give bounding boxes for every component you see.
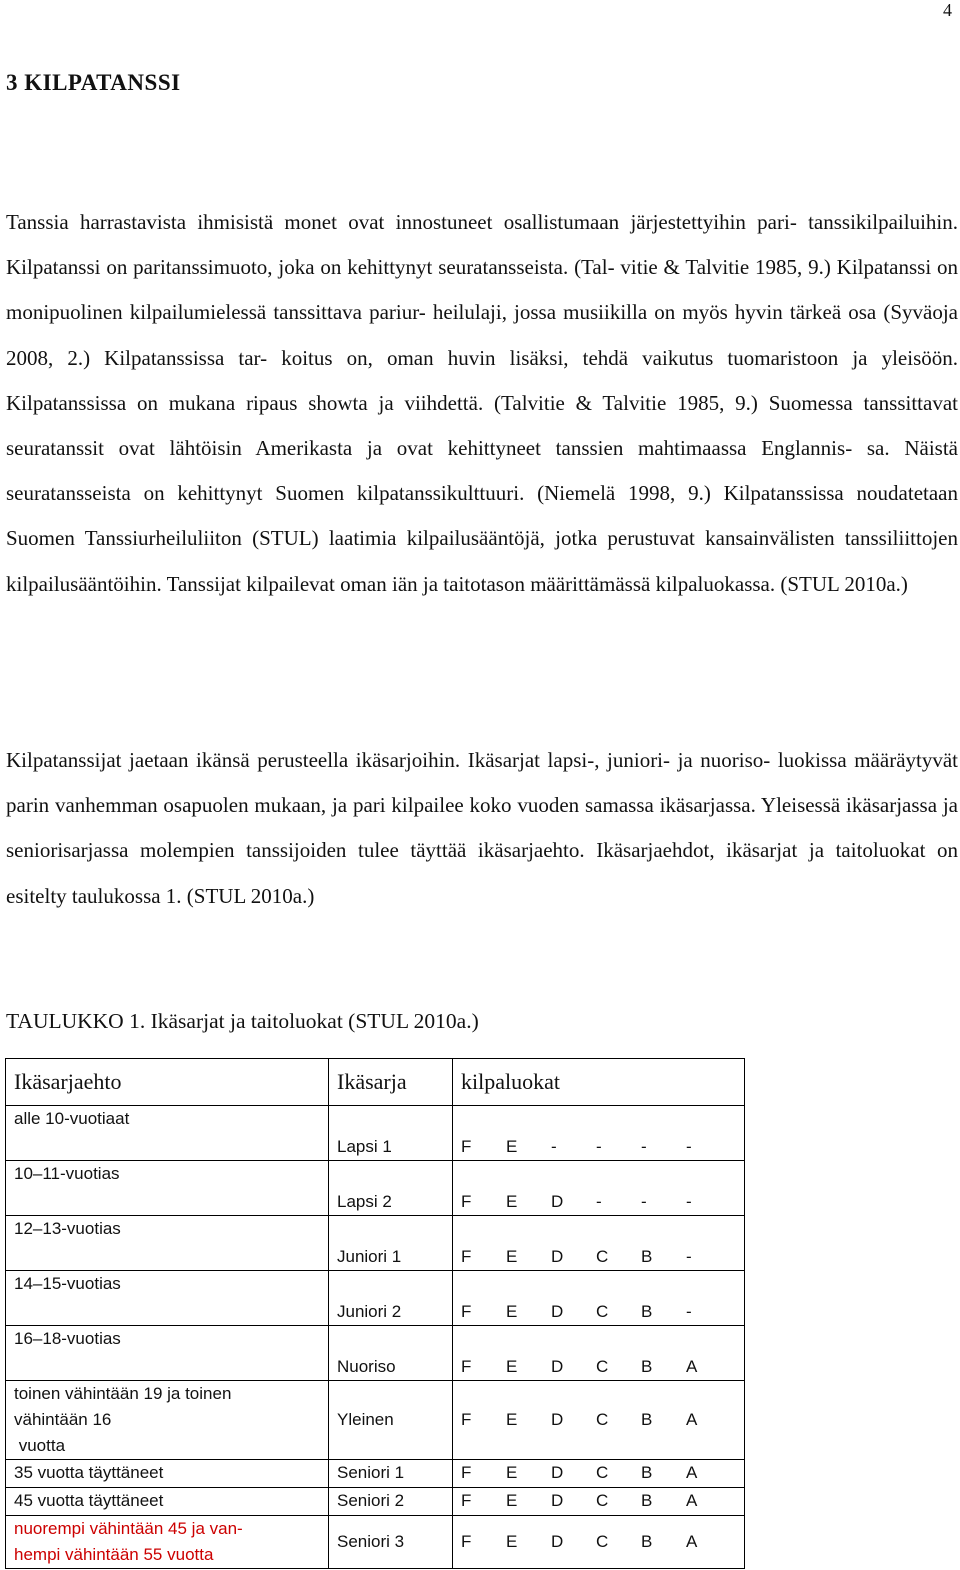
row-condition: alle 10-vuotiaat xyxy=(6,1106,329,1161)
class-cell: D xyxy=(551,1410,564,1429)
row-series: Lapsi 2 xyxy=(329,1161,453,1216)
class-cell: F xyxy=(461,1532,472,1551)
table-row xyxy=(6,1460,745,1488)
class-cell: A xyxy=(686,1410,698,1429)
condition-line: hempi vähintään 55 vuotta xyxy=(14,1545,214,1564)
class-cell: B xyxy=(641,1302,653,1321)
row-condition: 45 vuotta täyttäneet xyxy=(6,1488,329,1516)
class-cell: - xyxy=(686,1137,692,1156)
class-cell: - xyxy=(551,1137,557,1156)
class-cell: E xyxy=(506,1137,518,1156)
class-cell: - xyxy=(686,1192,692,1211)
class-cell: C xyxy=(596,1463,609,1482)
class-cell: B xyxy=(641,1463,653,1482)
class-cell: B xyxy=(641,1357,653,1376)
class-cell: D xyxy=(551,1247,564,1266)
header-series: Ikäsarja xyxy=(329,1059,453,1106)
class-cell: C xyxy=(596,1302,609,1321)
class-cell: F xyxy=(461,1491,472,1510)
class-cell: D xyxy=(551,1357,564,1376)
row-classes xyxy=(453,1216,745,1271)
class-cell: F xyxy=(461,1192,472,1211)
table-row xyxy=(6,1216,745,1271)
condition-line: nuorempi vähintään 45 ja van- xyxy=(14,1519,243,1538)
condition-line: vähintään 16 xyxy=(14,1410,112,1429)
class-cell: F xyxy=(461,1247,472,1266)
class-cell: - xyxy=(641,1192,647,1211)
table-row xyxy=(6,1106,745,1161)
class-cell: A xyxy=(686,1463,698,1482)
class-cell: C xyxy=(596,1410,609,1429)
row-condition: 10–11-vuotias xyxy=(6,1161,329,1216)
condition-line: toinen vähintään 19 ja toinen xyxy=(14,1384,232,1403)
row-series: Seniori 3 xyxy=(329,1516,453,1569)
row-series: Lapsi 1 xyxy=(329,1106,453,1161)
class-cell: E xyxy=(506,1532,518,1551)
class-cell: A xyxy=(686,1491,698,1510)
table-caption: TAULUKKO 1. Ikäsarjat ja taitoluokat (STUL 2010a.) xyxy=(6,1009,479,1033)
condition-line: vuotta xyxy=(14,1436,66,1455)
header-condition: Ikäsarjaehto xyxy=(6,1059,329,1106)
row-classes xyxy=(453,1516,745,1569)
class-cell: D xyxy=(551,1192,564,1211)
row-series: Seniori 1 xyxy=(329,1460,453,1488)
class-cell: E xyxy=(506,1357,518,1376)
class-cell: E xyxy=(506,1410,518,1429)
row-condition: 35 vuotta täyttäneet xyxy=(6,1460,329,1488)
body-paragraph-1: Tanssia harrastavista ihmisistä monet ovat innostuneet osallistumaan järjestettyihin pari- tanssikilpailuihin. Kilpatanssi on paritanssimuoto, joka on kehittynyt seuratansseista. (Tal- vitie & Talvitie 1985, 9.) Kilpatanssi on monipuolinen kilpailumielessä tanssittava pariur- heilulaji, jossa musiikilla on myös hyvin tärkeä osa (Syväoja 2008, 2.) Kilpatanssissa tar- koitus on, oman huvin lisäksi, tehdä vaikutus tuomaristoon ja yleisöön. Kilpatanssissa on mukana ripaus showta ja viihdettä. (Talvitie & Talvitie 1985, 9.) Suomessa tanssittavat seuratanssit ovat lähtöisin Amerikasta ja ovat kehittyneet tanssien mahtimaassa Englannis- sa. Näistä seuratansseista on kehittynyt Suomen kilpatanssikulttuuri. (Niemelä 1998, 9.) Kilpatanssissa noudatetaan Suomen Tanssiurheiluliiton (STUL) laatimia kilpailusääntöjä, jotka perustuvat kansainvälisten tanssiliittojen kilpailusääntöihin. Tanssijat kilpailevat oman iän ja taitotason määrittämässä kilpaluokassa. (STUL 2010a.) xyxy=(6,210,958,596)
row-condition: 14–15-vuotias xyxy=(6,1271,329,1326)
row-classes xyxy=(453,1460,745,1488)
class-cell: C xyxy=(596,1247,609,1266)
row-condition: 12–13-vuotias xyxy=(6,1216,329,1271)
table-row xyxy=(6,1381,745,1460)
class-cell: E xyxy=(506,1302,518,1321)
class-cell: F xyxy=(461,1357,472,1376)
class-cell: D xyxy=(551,1491,564,1510)
class-cell: C xyxy=(596,1532,609,1551)
class-cell: D xyxy=(551,1532,564,1551)
table-row xyxy=(6,1161,745,1216)
class-cell: B xyxy=(641,1491,653,1510)
class-cell: E xyxy=(506,1491,518,1510)
class-cell: B xyxy=(641,1247,653,1266)
class-cell: B xyxy=(641,1532,653,1551)
row-classes xyxy=(453,1161,745,1216)
class-cell: - xyxy=(686,1302,692,1321)
table-row xyxy=(6,1488,745,1516)
page-number: 4 xyxy=(943,0,952,20)
row-series: Yleinen xyxy=(329,1381,453,1460)
class-cell: E xyxy=(506,1192,518,1211)
class-cell: C xyxy=(596,1357,609,1376)
row-series: Seniori 2 xyxy=(329,1488,453,1516)
class-cell: F xyxy=(461,1137,472,1156)
row-classes xyxy=(453,1326,745,1381)
row-series: Nuoriso xyxy=(329,1326,453,1381)
row-classes xyxy=(453,1271,745,1326)
row-series: Juniori 1 xyxy=(329,1216,453,1271)
row-classes xyxy=(453,1381,745,1460)
age-class-table xyxy=(5,1058,745,1569)
class-cell: F xyxy=(461,1302,472,1321)
body-paragraph-2: Kilpatanssijat jaetaan ikänsä perusteella ikäsarjoihin. Ikäsarjat lapsi-, juniori- ja nuoriso- luokissa määräytyvät parin vanhemman osapuolen mukaan, ja pari kilpailee koko vuoden samassa ikäsarjassa. Yleisessä ikäsarjassa ja seniorisarjassa molempien tanssijoiden tulee täyttää ikäsarjaehto. Ikäsarjaehdot, ikäsarjat ja taitoluokat on esitelty taulukossa 1. (STUL 2010a.) xyxy=(6,748,958,908)
row-condition xyxy=(6,1381,329,1460)
class-cell: - xyxy=(596,1192,602,1211)
table-row xyxy=(6,1271,745,1326)
class-cell: - xyxy=(596,1137,602,1156)
row-series: Juniori 2 xyxy=(329,1271,453,1326)
class-cell: A xyxy=(686,1357,698,1376)
class-cell: E xyxy=(506,1247,518,1266)
class-cell: B xyxy=(641,1410,653,1429)
table-row xyxy=(6,1326,745,1381)
header-classes: kilpaluokat xyxy=(453,1059,745,1106)
table-row xyxy=(6,1516,745,1569)
row-condition: 16–18-vuotias xyxy=(6,1326,329,1381)
class-cell: - xyxy=(686,1247,692,1266)
class-cell: D xyxy=(551,1463,564,1482)
row-condition xyxy=(6,1516,329,1569)
class-cell: F xyxy=(461,1463,472,1482)
row-classes xyxy=(453,1106,745,1161)
class-cell: C xyxy=(596,1491,609,1510)
section-heading: 3 KILPATANSSI xyxy=(6,70,181,95)
table-header-row xyxy=(6,1059,745,1106)
class-cell: D xyxy=(551,1302,564,1321)
class-cell: - xyxy=(641,1137,647,1156)
class-cell: E xyxy=(506,1463,518,1482)
class-cell: A xyxy=(686,1532,698,1551)
class-cell: F xyxy=(461,1410,472,1429)
row-classes xyxy=(453,1488,745,1516)
